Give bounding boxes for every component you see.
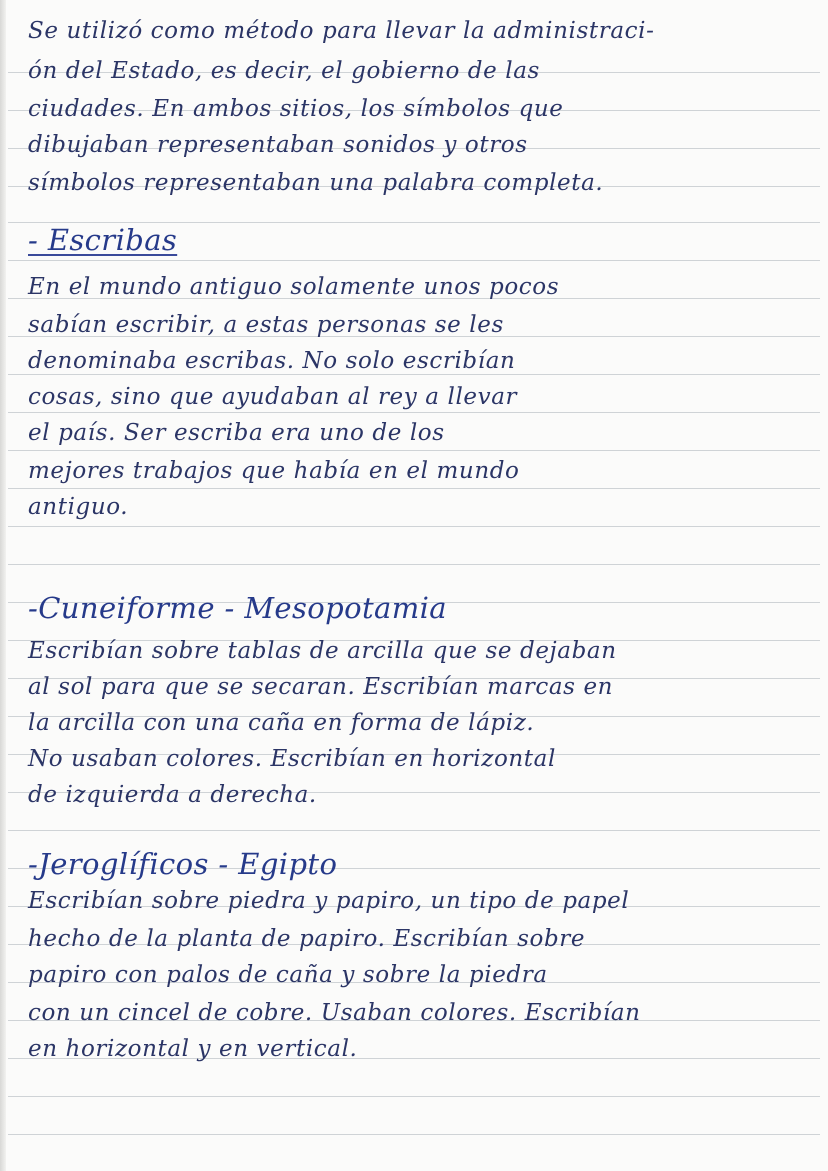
ruled-line	[8, 1134, 820, 1135]
section-heading-cuneiforme: -Cuneiforme - Mesopotamia	[28, 591, 447, 625]
paragraph-line: la arcilla con una caña en forma de lápiz.	[28, 710, 535, 736]
intro-line: dibujaban representaban sonidos y otros	[28, 132, 528, 158]
paragraph-line: antiguo.	[28, 494, 129, 520]
paragraph-line: al sol para que se secaran. Escribían marcas en	[28, 674, 614, 700]
intro-line: símbolos representaban una palabra completa.	[28, 170, 604, 196]
paragraph-line: Escribían sobre tablas de arcilla que se dejaban	[28, 638, 617, 664]
intro-line: ón del Estado, es decir, el gobierno de las	[28, 58, 540, 84]
page-edge-shadow	[0, 0, 6, 1171]
paragraph-line: el país. Ser escriba era uno de los	[28, 420, 445, 446]
paragraph-line: denominaba escribas. No solo escribían	[28, 348, 516, 374]
ruled-line	[8, 526, 820, 527]
ruled-line	[8, 450, 820, 451]
paragraph-line: hecho de la planta de papiro. Escribían sobre	[28, 926, 586, 952]
paragraph-line: mejores trabajos que había en el mundo	[28, 458, 520, 484]
paragraph-line: con un cincel de cobre. Usaban colores. Escribían	[28, 1000, 641, 1026]
paragraph-line: cosas, sino que ayudaban al rey a llevar	[28, 384, 518, 410]
section-heading-jeroglificos: -Jeroglíficos - Egipto	[28, 847, 338, 881]
ruled-line	[8, 1096, 820, 1097]
ruled-line	[8, 830, 820, 831]
intro-line: ciudades. En ambos sitios, los símbolos que	[28, 96, 564, 122]
paragraph-line: No usaban colores. Escribían en horizontal	[28, 746, 556, 772]
paragraph-line: En el mundo antiguo solamente unos pocos	[28, 274, 560, 300]
intro-line: Se utilizó como método para llevar la administraci-	[28, 18, 655, 44]
paragraph-line: sabían escribir, a estas personas se les	[28, 312, 504, 338]
paragraph-line: Escribían sobre piedra y papiro, un tipo de papel	[28, 888, 630, 914]
section-heading-escribas: - Escribas	[28, 223, 178, 257]
ruled-line	[8, 260, 820, 261]
paragraph-line: de izquierda a derecha.	[28, 782, 317, 808]
ruled-line	[8, 488, 820, 489]
paragraph-line: papiro con palos de caña y sobre la piedra	[28, 962, 548, 988]
ruled-line	[8, 412, 820, 413]
ruled-line	[8, 564, 820, 565]
paragraph-line: en horizontal y en vertical.	[28, 1036, 358, 1062]
